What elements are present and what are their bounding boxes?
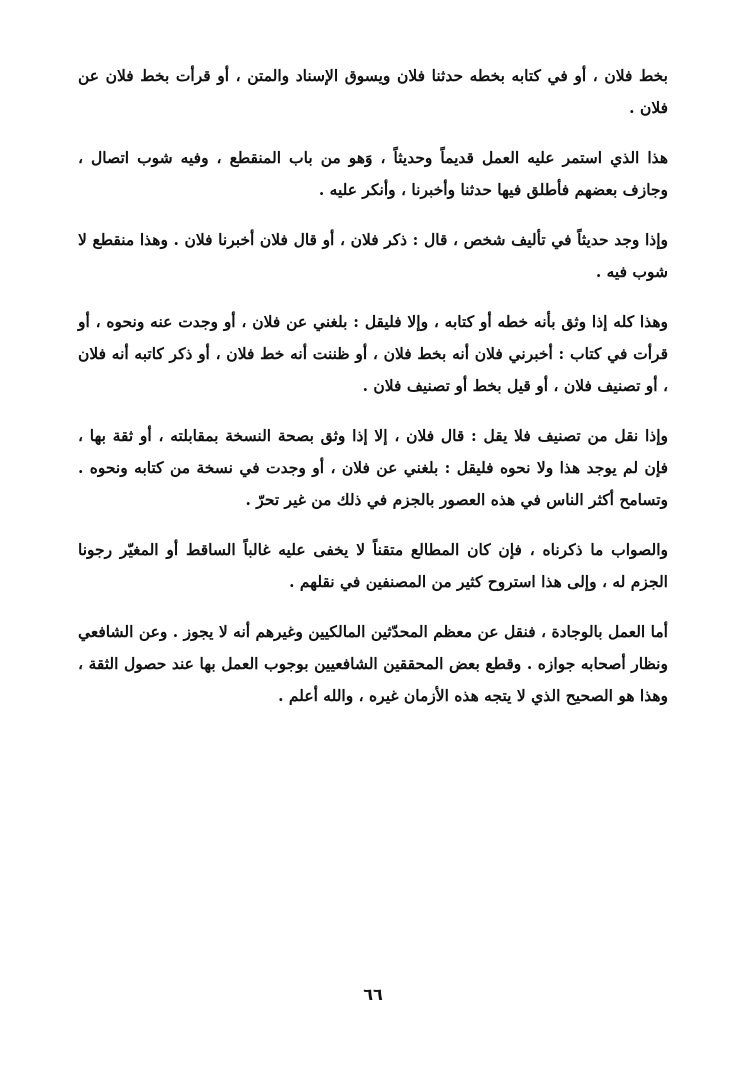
paragraph-7: أما العمل بالوجادة ، فنقل عن معظم المحدّثين المالكيين وغيرهم أنه لا يجوز . وعن الشافعي ونظار أصحابه جوازه . وقطع بعض المحققين الشافعيين بوجوب العمل بها عند حصول الثقة ، وهذا هو الصحيح الذي لا يتجه هذه الأزمان غيره ، والله أعلم . [78, 622, 668, 705]
paragraph-5: وإذا نقل من تصنيف فلا يقل : قال فلان ، إلا إذا وثق بصحة النسخة بمقابلته ، أو ثقة بها ، فإن لم يوجد هذا ولا نحوه فليقل : بلغني عن فلان ، أو وجدت في نسخة من كتابه ونحوه . وتسامح أكثر الناس في هذه العصور بالجزم في ذلك من غير تحرّ . [78, 426, 668, 509]
paragraph-4: وهذا كله إذا وثق بأنه خطه أو كتابه ، وإلا فليقل : بلغني عن فلان ، أو وجدت عنه ونحوه ، أو قرأت في كتاب : أخبرني فلان أنه بخط فلان ، أو ظننت أنه خط فلان ، أو ذكر كاتبه أنه فلان ، أو تصنيف فلان ، أو قيل بخط أو تصنيف فلان . [78, 312, 668, 395]
paragraph-6: والصواب ما ذكرناه ، فإن كان المطالع متقناً لا يخفى عليه غالباً الساقط أو المغيّر رجونا الجزم له ، وإلى هذا استروح كثير من المصنفين في نقلهم . [78, 540, 668, 591]
paragraph-3: وإذا وجد حديثاً في تأليف شخص ، قال : ذكر فلان ، أو قال فلان أخبرنا فلان . وهذا منقطع لا شوب فيه . [78, 230, 668, 281]
body-text [78, 60, 668, 730]
page-number: ٦٦ [363, 985, 383, 1004]
paragraph-1: بخط فلان ، أو في كتابه بخطه حدثنا فلان ويسوق الإسناد والمتن ، أو قرأت بخط فلان عن فلان . [78, 66, 668, 117]
paragraph-2: هذا الذي استمر عليه العمل قديماً وحديثاً ، وَهو من باب المنقطع ، وفيه شوب اتصال ، وجازف بعضهم فأطلق فيها حدثنا وأخبرنا ، وأنكر عليه . [78, 148, 668, 199]
